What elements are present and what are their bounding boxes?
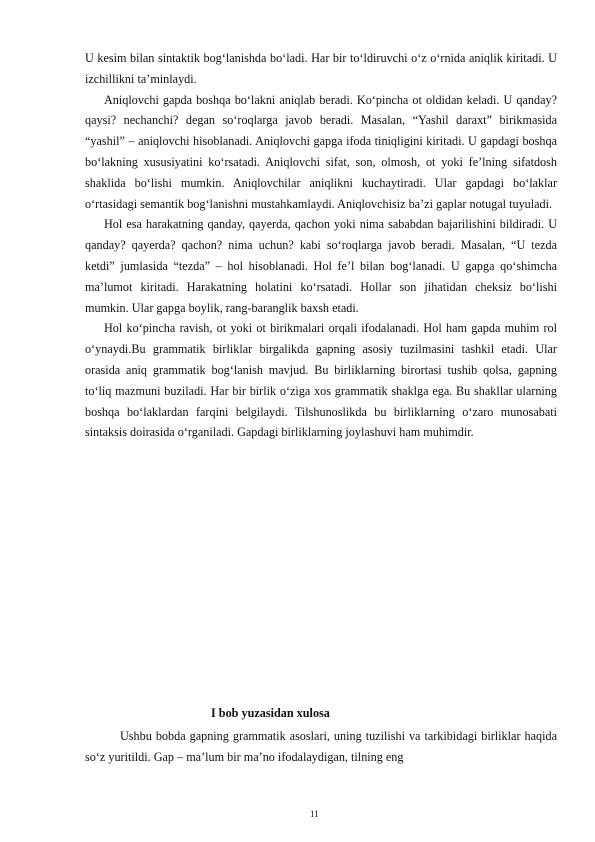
paragraph-hol: Hol esa harakatning qanday, qayerda, qachon yoki nima sababdan bajarilishini bildiradi. U qanday? qayerda? qachon? nima uchun? kabi soʻroqlarga javob beradi. Masalan, “U tezda ketdi” jumlasida “tezda” – hol hisoblanadi. Hol feʼl bilan bogʻlanadi. U gapga qoʻshimcha maʼlumot kiritadi. Harakatning holatini koʻrsatadi. Hollar son jihatidan cheksiz boʻlishi mumkin. Ular gapga boylik, rang-baranglik baxsh etadi.	[85, 217, 557, 315]
summary-text-block	[85, 726, 557, 768]
section-heading: I bob yuzasidan xulosa	[211, 706, 330, 720]
page-number: 11	[310, 809, 319, 819]
paragraph-toldiruvchi: U kesim bilan sintaktik bogʻlanishda boʻladi. Har bir toʻldiruvchi oʻz oʻrnida aniqlik kiritadi. U izchillikni taʼminlaydi.	[85, 51, 557, 86]
paragraph-hol-ifoda: Hol koʻpincha ravish, ot yoki ot birikmalari orqali ifodalanadi. Hol ham gapda muhim rol oʻynaydi.Bu grammatik birliklar birgalikda gapning asosiy tuzilmasini tashkil etadi. Ular orasida aniq grammatik bogʻlanish mavjud. Bu birliklarning birortasi tushib qolsa, gapning toʻliq mazmuni buziladi. Har bir birlik oʻziga xos grammatik shaklga ega. Bu shakllar ularning boshqa boʻlaklardan farqini belgilaydi. Tilshunoslikda bu birliklarning oʻzaro munosabati sintaksis doirasida oʻrganiladi. Gapdagi birliklarning joylashuvi ham muhimdir.	[85, 321, 557, 440]
paragraph-aniqlovchi: Aniqlovchi gapda boshqa boʻlakni aniqlab beradi. Koʻpincha ot oldidan keladi. U qanday? qaysi? nechanchi? degan soʻroqlarga javob beradi. Masalan, “Yashil daraxt” birikmasida “yashil” – aniqlovchi hisoblanadi. Aniqlovchi gapga ifoda tiniqligini kiritadi. U gapdagi boshqa boʻlakning xususiyatini koʻrsatadi. Aniqlovchi sifat, son, olmosh, ot yoki feʼlning sifatdosh shaklida boʻlishi mumkin. Aniqlovchilar aniqlikni kuchaytiradi. Ular gapdagi boʻlaklar oʻrtasidagi semantik bogʻlanishni mustahkamlaydi. Aniqlovchisiz baʼzi gaplar notugal tuyuladi.	[85, 92, 557, 211]
paragraph-summary: Ushbu bobda gapning grammatik asoslari, uning tuzilishi va tarkibidagi birliklar haqida soʻz yuritildi. Gap – maʼlum bir maʼno ifodalaydigan, tilning eng	[85, 729, 557, 764]
main-text-block	[85, 48, 557, 443]
